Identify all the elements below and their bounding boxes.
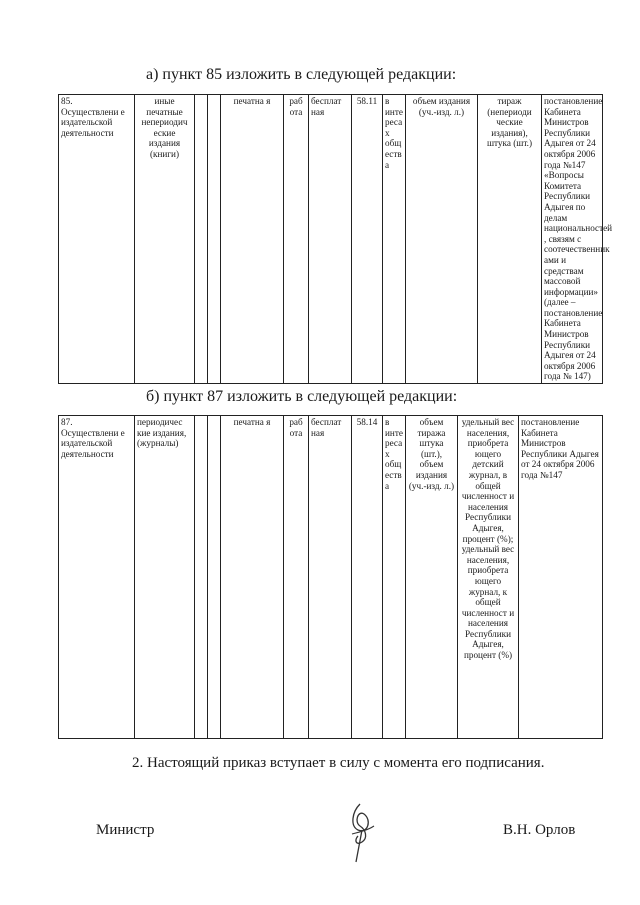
interest-cell: в инте реса х общ еств а — [383, 95, 406, 384]
section-b-table — [58, 415, 603, 739]
circulation-indicator-cell: тираж (непериоди ческие издания), штука (шт.) — [478, 95, 542, 384]
volume-indicator-cell: объем издания (уч.-изд. л.) — [406, 95, 478, 384]
work-cell: раб ота — [284, 416, 309, 739]
empty-cell — [208, 416, 221, 739]
interest-cell: в инте реса х общ еств а — [383, 416, 406, 739]
empty-cell — [195, 95, 208, 384]
signatory-name: В.Н. Орлов — [503, 822, 576, 838]
signatory-title: Министр — [96, 822, 155, 838]
service-cell: 85. Осуществлени е издательской деятельности — [59, 95, 135, 384]
handwritten-signature — [338, 800, 384, 864]
empty-cell — [208, 95, 221, 384]
table-row — [59, 95, 603, 384]
service-type-cell: периодичес кие издания, (журналы) — [135, 416, 195, 739]
empty-cell — [195, 416, 208, 739]
code-cell: 58.14 — [352, 416, 383, 739]
section-a-table — [58, 94, 613, 384]
section-a-heading: а) пункт 85 изложить в следующей редакции: — [146, 66, 457, 83]
payment-cell: бесплат ная — [309, 416, 352, 739]
form-cell: печатна я — [221, 416, 284, 739]
table-row — [59, 416, 603, 739]
legal-basis-cell: постановление Кабинета Министров Республики Адыгея от 24 октября 2006 года №147 — [519, 416, 603, 739]
section-b-heading: б) пункт 87 изложить в следующей редакции: — [146, 388, 458, 405]
code-cell: 58.11 — [352, 95, 383, 384]
legal-basis-cell: постановление Кабинета Министров Республики Адыгея от 24 октября 2006 года №147 «Вопросы Комитета Республики Адыгея по делам национальностей , связям с соотечественник ами и средствам массовой информации» (далее – постановление Кабинета Министров Республики Адыгея от 24 октября 2006 года № 147) — [542, 95, 603, 384]
service-type-cell: иные печатные непериодич еские издания (книги) — [135, 95, 195, 384]
volume-indicator-cell: объем тиража штука (шт.), объем издания (уч.-изд. л.) — [406, 416, 458, 739]
form-cell: печатна я — [221, 95, 284, 384]
effective-clause: 2. Настоящий приказ вступает в силу с момента его подписания. — [132, 755, 545, 771]
work-cell: раб ота — [284, 95, 309, 384]
payment-cell: бесплат ная — [309, 95, 352, 384]
share-indicator-cell: удельный вес населения, приобрета ющего детский журнал, в общей численност и населения Республики Адыгея, процент (%); удельный вес населения, приобрета ющего журнал, к общей численност и населения Республики Адыгея, процент (%) — [458, 416, 519, 739]
service-cell: 87. Осуществлени е издательской деятельности — [59, 416, 135, 739]
